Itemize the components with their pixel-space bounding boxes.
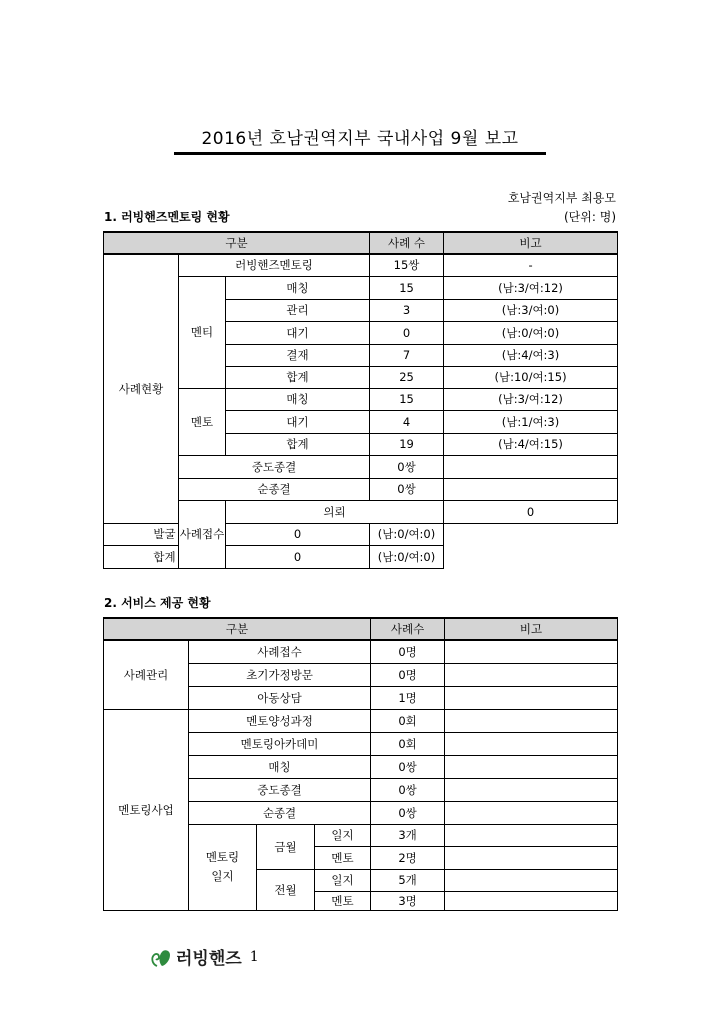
- row-label: 대기: [226, 410, 370, 433]
- row-label: 사례접수: [189, 640, 371, 663]
- case-status-label: 사례현황: [104, 254, 179, 523]
- row-note: [445, 891, 618, 910]
- row-label: 합계: [226, 433, 370, 455]
- row-label: 일지: [315, 869, 371, 891]
- row-count: 0명: [371, 640, 445, 663]
- header-category: 구분: [104, 618, 371, 640]
- table-row: [104, 254, 618, 276]
- row-note: (남:0/여:0): [370, 523, 444, 545]
- table-row: [104, 276, 618, 299]
- row-label: 관리: [226, 299, 370, 321]
- header-count: 사례 수: [370, 232, 444, 254]
- section-2-heading: 2. 서비스 제공 현황: [104, 596, 211, 610]
- row-count: 0쌍: [370, 455, 444, 478]
- mentee-label: 멘티: [179, 276, 226, 388]
- row-label: 초기가정방문: [189, 663, 371, 686]
- row-count: 0명: [371, 663, 445, 686]
- row-count: 0쌍: [370, 478, 444, 500]
- row-count: 0: [444, 500, 618, 523]
- table-row: [104, 388, 618, 410]
- row-label: 의뢰: [226, 500, 444, 523]
- row-label: 매칭: [226, 388, 370, 410]
- row-label: 아동상담: [189, 686, 371, 709]
- row-note: [444, 455, 618, 478]
- row-count: 0: [370, 321, 444, 344]
- row-count: 0회: [371, 732, 445, 755]
- author-line: 호남권역지부 최용모: [507, 191, 616, 205]
- row-count: 3: [370, 299, 444, 321]
- row-count: 3명: [371, 891, 445, 910]
- service-status-table: [103, 617, 618, 911]
- row-count: 15: [370, 276, 444, 299]
- row-note: (남:1/여:3): [444, 410, 618, 433]
- row-note: [445, 732, 618, 755]
- row-label: 합계: [104, 545, 226, 568]
- row-label: 매칭: [189, 755, 371, 778]
- header-note: 비고: [445, 618, 618, 640]
- row-count: 0쌍: [371, 755, 445, 778]
- table-row: [104, 500, 618, 523]
- row-count: 0쌍: [371, 778, 445, 801]
- case-intake-label: 사례접수: [179, 500, 226, 568]
- row-label: 중도종결: [189, 778, 371, 801]
- table-row: [104, 545, 618, 568]
- row-note: (남:3/여:0): [444, 299, 618, 321]
- row-count: 25: [370, 366, 444, 388]
- prev-month-label: 전월: [257, 869, 315, 910]
- table-row: [104, 478, 618, 500]
- header-note: 비고: [444, 232, 618, 254]
- mentoring-status-table: [103, 231, 618, 569]
- row-label: 멘토양성과정: [189, 709, 371, 732]
- row-label: 매칭: [226, 276, 370, 299]
- row-note: [445, 663, 618, 686]
- journal-label: 멘토링 일지: [189, 824, 257, 910]
- row-count: 19: [370, 433, 444, 455]
- row-count: 0: [226, 523, 370, 545]
- row-note: (남:3/여:12): [444, 276, 618, 299]
- title-underline: [174, 152, 546, 155]
- row-note: (남:10/여:15): [444, 366, 618, 388]
- row-label: 합계: [226, 366, 370, 388]
- row-count: 3개: [371, 824, 445, 846]
- table-row: [104, 455, 618, 478]
- row-note: (남:4/여:15): [444, 433, 618, 455]
- row-label: 멘토링아카데미: [189, 732, 371, 755]
- mentoring-biz-label: 멘토링사업: [104, 709, 189, 910]
- row-label: 일지: [315, 824, 371, 846]
- hands-logo-icon: [150, 946, 174, 968]
- row-note: [445, 801, 618, 824]
- unit-note: (단위: 명): [564, 210, 616, 224]
- row-note: -: [444, 254, 618, 276]
- table-header-row: [104, 618, 618, 640]
- row-label: 멘토: [315, 891, 371, 910]
- page-number: 1: [249, 948, 259, 965]
- mentor-label: 멘토: [179, 388, 226, 455]
- table-row: [104, 709, 618, 732]
- row-note: (남:0/여:0): [370, 545, 444, 568]
- row-label: 순종결: [189, 801, 371, 824]
- row-note: (남:4/여:3): [444, 344, 618, 366]
- row-note: [444, 478, 618, 500]
- row-label: 결재: [226, 344, 370, 366]
- case-mgmt-label: 사례관리: [104, 640, 189, 709]
- table-header-row: [104, 232, 618, 254]
- document-title: 2016년 호남권역지부 국내사업 9월 보고: [201, 129, 519, 149]
- row-label: 대기: [226, 321, 370, 344]
- row-count: 2명: [371, 846, 445, 869]
- row-note: [445, 755, 618, 778]
- row-count: 7: [370, 344, 444, 366]
- row-count: 0: [226, 545, 370, 568]
- header-count: 사례수: [371, 618, 445, 640]
- row-note: (남:3/여:12): [444, 388, 618, 410]
- row-count: 0회: [371, 709, 445, 732]
- row-count: 1명: [371, 686, 445, 709]
- row-count: 15쌍: [370, 254, 444, 276]
- this-month-label: 금월: [257, 824, 315, 869]
- row-count: 4: [370, 410, 444, 433]
- row-count: 0쌍: [371, 801, 445, 824]
- row-label: 순종결: [179, 478, 370, 500]
- row-count: 15: [370, 388, 444, 410]
- header-category: 구분: [104, 232, 370, 254]
- row-label: 발굴: [104, 523, 226, 545]
- row-label: 중도종결: [179, 455, 370, 478]
- row-note: [445, 686, 618, 709]
- row-note: [445, 778, 618, 801]
- row-note: [445, 709, 618, 732]
- footer: [150, 944, 259, 969]
- row-label: 멘토: [315, 846, 371, 869]
- row-note: (남:0/여:0): [444, 321, 618, 344]
- row-note: [445, 640, 618, 663]
- row-note: [445, 846, 618, 869]
- row-label: 러빙핸즈멘토링: [179, 254, 370, 276]
- logo-text: 러빙핸즈: [176, 949, 242, 969]
- row-note: [445, 869, 618, 891]
- section-1-heading: 1. 러빙핸즈멘토링 현황: [104, 210, 230, 224]
- table-row: [104, 640, 618, 663]
- row-count: 5개: [371, 869, 445, 891]
- row-note: [445, 824, 618, 846]
